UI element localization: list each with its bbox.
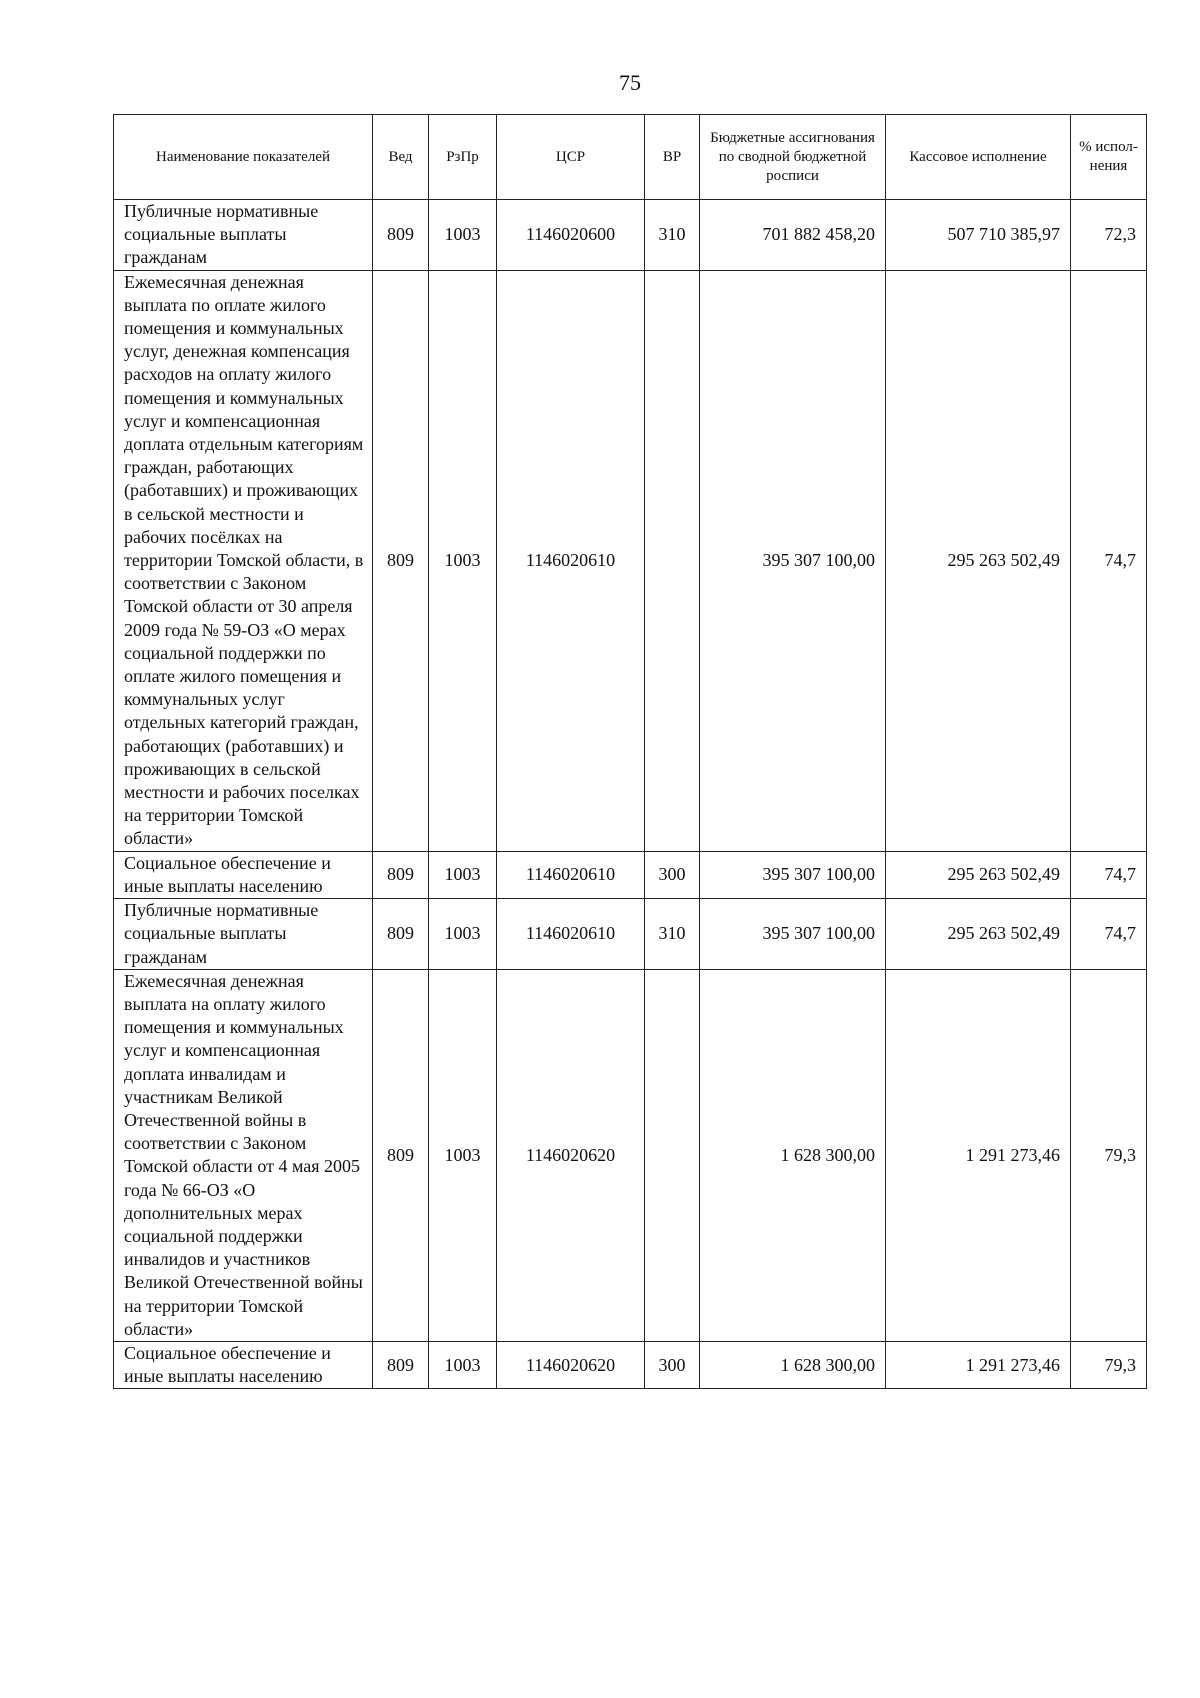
row-rzpr: 1003 (429, 851, 497, 898)
header-ved: Вед (373, 115, 429, 200)
row-cash: 507 710 385,97 (886, 200, 1071, 271)
row-csr: 1146020610 (497, 270, 645, 851)
page-number: 75 (619, 70, 641, 95)
row-ved: 809 (373, 1341, 429, 1388)
row-cash: 1 291 273,46 (886, 969, 1071, 1341)
row-ved: 809 (373, 200, 429, 271)
row-cash: 1 291 273,46 (886, 1341, 1071, 1388)
row-assignments: 395 307 100,00 (700, 270, 886, 851)
row-cash: 295 263 502,49 (886, 899, 1071, 970)
row-assignments: 701 882 458,20 (700, 200, 886, 271)
header-cash: Кассовое исполнение (886, 115, 1071, 200)
row-vr: 300 (645, 851, 700, 898)
row-cash: 295 263 502,49 (886, 851, 1071, 898)
table-row (114, 200, 1147, 271)
row-pct: 79,3 (1071, 1341, 1147, 1388)
table-row (114, 851, 1147, 898)
header-pct: % испол-нения (1071, 115, 1147, 200)
row-pct: 74,7 (1071, 270, 1147, 851)
row-ved: 809 (373, 899, 429, 970)
row-csr: 1146020600 (497, 200, 645, 271)
row-name: Социальное обеспечение и иные выплаты населению (114, 851, 373, 898)
table-row (114, 969, 1147, 1341)
row-vr (645, 270, 700, 851)
row-csr: 1146020620 (497, 1341, 645, 1388)
row-csr: 1146020610 (497, 851, 645, 898)
table-header-row (114, 115, 1147, 200)
row-assignments: 1 628 300,00 (700, 1341, 886, 1388)
row-rzpr: 1003 (429, 1341, 497, 1388)
row-vr (645, 969, 700, 1341)
row-rzpr: 1003 (429, 899, 497, 970)
row-vr: 310 (645, 899, 700, 970)
table-row (114, 270, 1147, 851)
row-cash: 295 263 502,49 (886, 270, 1071, 851)
row-ved: 809 (373, 969, 429, 1341)
table-row (114, 1341, 1147, 1388)
row-vr: 300 (645, 1341, 700, 1388)
row-assignments: 395 307 100,00 (700, 851, 886, 898)
row-ved: 809 (373, 270, 429, 851)
row-rzpr: 1003 (429, 200, 497, 271)
row-csr: 1146020620 (497, 969, 645, 1341)
row-assignments: 1 628 300,00 (700, 969, 886, 1341)
row-name: Ежемесячная денежная выплата на оплату жилого помещения и коммунальных услуг и компенсационная доплата инвалидам и участникам Великой Отечественной войны в соответствии с Законом Томской области от 4 мая 2005 года № 66-ОЗ «О дополнительных мерах социальной поддержки инвалидов и участников Великой Отечественной войны на территории Томской области» (114, 969, 373, 1341)
row-pct: 79,3 (1071, 969, 1147, 1341)
row-name: Ежемесячная денежная выплата по оплате жилого помещения и коммунальных услуг, денежная компенсация расходов на оплату жилого помещения и коммунальных услуг и компенсационная доплата отдельным категориям граждан, работающих (работавших) и проживающих в сельской местности и рабочих посёлках на территории Томской области, в соответствии с Законом Томской области от 30 апреля 2009 года № 59-ОЗ «О мерах социальной поддержки по оплате жилого помещения и коммунальных услуг отдельных категорий граждан, работающих (работавших) и проживающих в сельской местности и рабочих поселках на территории Томской области» (114, 270, 373, 851)
table-row (114, 899, 1147, 970)
row-pct: 74,7 (1071, 851, 1147, 898)
header-csr: ЦСР (497, 115, 645, 200)
row-name: Публичные нормативные социальные выплаты гражданам (114, 200, 373, 271)
row-rzpr: 1003 (429, 270, 497, 851)
row-name: Социальное обеспечение и иные выплаты населению (114, 1341, 373, 1388)
row-csr: 1146020610 (497, 899, 645, 970)
row-pct: 74,7 (1071, 899, 1147, 970)
header-name: Наименование показателей (114, 115, 373, 200)
budget-execution-table (113, 114, 1147, 1389)
header-vr: ВР (645, 115, 700, 200)
row-name: Публичные нормативные социальные выплаты гражданам (114, 899, 373, 970)
row-assignments: 395 307 100,00 (700, 899, 886, 970)
header-rzpr: РзПр (429, 115, 497, 200)
row-ved: 809 (373, 851, 429, 898)
header-assignments: Бюджетные ассигнования по сводной бюджетной росписи (700, 115, 886, 200)
row-pct: 72,3 (1071, 200, 1147, 271)
row-vr: 310 (645, 200, 700, 271)
row-rzpr: 1003 (429, 969, 497, 1341)
